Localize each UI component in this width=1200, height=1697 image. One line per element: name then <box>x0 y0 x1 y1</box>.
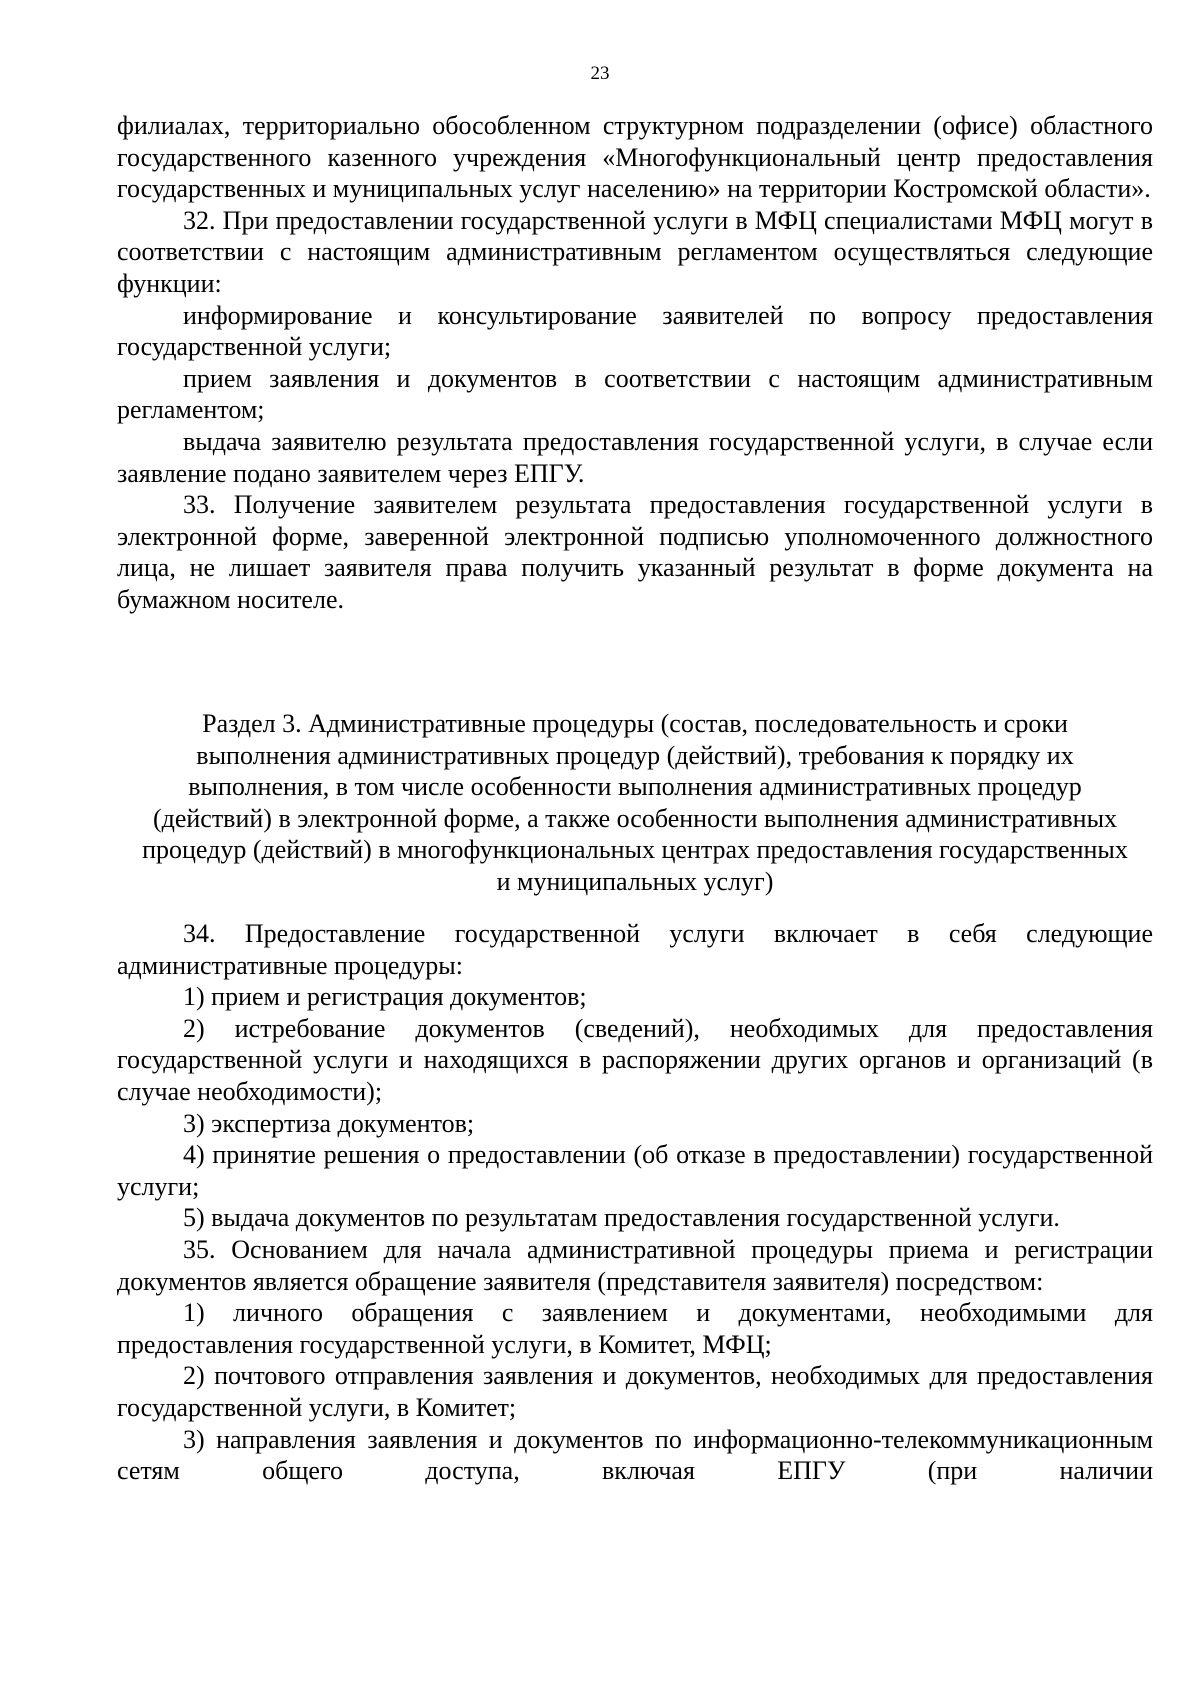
procedure-item-2: 2) истребование документов (сведений), необходимых для предоставления государственной услуги и находящихся в распоряжении других органов и организаций (в случае необходимости); <box>117 1013 1153 1106</box>
procedure-item-1: 1) прием и регистрация документов; <box>183 982 587 1012</box>
function-informing: информирование и консультирование заявителей по вопросу предоставления государственной услуги; <box>117 300 1153 362</box>
top-text-block <box>117 110 1153 616</box>
paragraph-continuation: филиалах, территориально обособленном структурном подразделении (офисе) областного государственного казенного учреждения «Многофункциональный центр предоставления государственных и муниципальных услуг населению» на территории Костромской области». <box>117 111 1153 204</box>
means-item-1: 1) личного обращения с заявлением и документами, необходимыми для предоставления государственной услуги, в Комитет, МФЦ; <box>117 1298 1153 1359</box>
paragraph-34: 34. Предоставление государственной услуги включает в себя следующие административные процедуры: <box>117 919 1153 980</box>
section-heading: Раздел 3. Административные процедуры (состав, последовательность и сроки выполнения административных процедур (действий), требования к порядку их выполнения, в том числе особенности выполнения административных процедур (действий) в электронной форме, а также особенности выполнения административных процедур (действий) в многофункциональных центрах предоставления государственных и муниципальных услуг) <box>142 709 1128 896</box>
bottom-text-block <box>117 918 1153 1487</box>
function-issuance: выдача заявителю результата предоставления государственной услуги, в случае если заявление подано заявителем через ЕПГУ. <box>117 426 1153 488</box>
function-reception: прием заявления и документов в соответствии с настоящим административным регламентом; <box>117 363 1153 425</box>
paragraph-35: 35. Основанием для начала административной процедуры приема и регистрации документов является обращение заявителя (представителя заявителя) посредством: <box>117 1234 1153 1296</box>
procedure-item-3: 3) экспертиза документов; <box>183 1108 475 1138</box>
means-item-3: 3) направления заявления и документов по информационно-телекоммуникационным сетям общего доступа, включая ЕПГУ (при наличии <box>117 1424 1153 1486</box>
procedure-item-5: 5) выдача документов по результатам предоставления государственной услуги. <box>183 1203 1060 1233</box>
paragraph-33: 33. Получение заявителем результата предоставления государственной услуги в электронной форме, заверенной электронной подписью уполномоченного должностного лица, не лишает заявителя права получить указанный результат в форме документа на бумажном носителе. <box>117 490 1153 614</box>
procedure-item-4: 4) принятие решения о предоставлении (об отказе в предоставлении) государственной услуги; <box>117 1140 1153 1201</box>
page-number: 23 <box>590 63 610 84</box>
paragraph-32: 32. При предоставлении государственной услуги в МФЦ специалистами МФЦ могут в соответствии с настоящим административным регламентом осуществляться следующие функции: <box>117 205 1153 298</box>
means-item-2: 2) почтового отправления заявления и документов, необходимых для предоставления государственной услуги, в Комитет; <box>117 1361 1153 1422</box>
